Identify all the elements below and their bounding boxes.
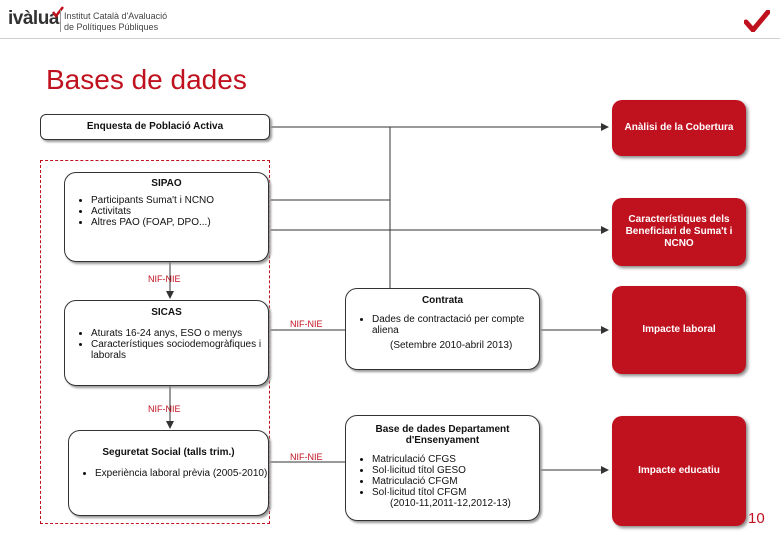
link-label-nif: NIF-NIE xyxy=(148,404,181,414)
ensenyament-period: (2010-11,2011-12,2012-13) xyxy=(390,498,511,509)
list-item: • Altres PAO (FOAP, DPO...) xyxy=(91,217,268,228)
output-caracteristiques: Característiques dels Beneficiari de Suma't i NCNO xyxy=(612,198,746,266)
sicas-title: SICAS xyxy=(151,307,182,318)
list-item: • Aturats 16-24 anys, ESO o menys xyxy=(91,328,268,339)
list-item: • Dades de contractació per compte aliena xyxy=(372,314,539,336)
list-item: • Característiques sociodemogràfiques i laborals xyxy=(91,339,268,361)
sipao-box xyxy=(64,172,269,262)
ensenyament-list xyxy=(346,454,539,498)
list-item: • Matriculació CFGS xyxy=(372,454,539,465)
list-item: • Activitats xyxy=(91,206,268,217)
contrata-period: (Setembre 2010-abril 2013) xyxy=(390,340,513,351)
seguretat-title: Seguretat Social (talls trim.) xyxy=(102,447,235,458)
sicas-box xyxy=(64,300,269,386)
list-item: • Matriculació CFGM xyxy=(372,476,539,487)
ensenyament-title: Base de dades Departament d'Ensenyament xyxy=(375,424,510,446)
epa-box xyxy=(40,114,270,140)
link-label-nif: NIF-NIE xyxy=(290,319,323,329)
sicas-list xyxy=(65,328,268,361)
link-label-nif: NIF-NIE xyxy=(290,452,323,462)
page-number: 10 xyxy=(748,510,765,527)
contrata-list xyxy=(346,314,539,336)
institute-line-1: Institut Català d'Avaluació xyxy=(64,11,168,21)
list-item: • Sol·licitud títol GESO xyxy=(372,465,539,476)
output-impacte-laboral: Impacte laboral xyxy=(612,286,746,374)
epa-title: Enquesta de Població Activa xyxy=(86,121,224,132)
sipao-title: SIPAO xyxy=(151,178,182,189)
seguretat-list xyxy=(69,468,268,479)
output-impacte-educatiu: Impacte educatiu xyxy=(612,416,746,526)
link-label-nif: NIF-NIE xyxy=(148,274,181,284)
brand-logo: ivàlua xyxy=(8,8,59,29)
sipao-list xyxy=(65,195,268,228)
list-item: • Experiència laboral prèvia (2005-2010) xyxy=(95,468,268,479)
seguretat-box xyxy=(68,430,269,516)
institute-line-2: de Polítiques Públiques xyxy=(64,22,159,32)
contrata-box xyxy=(345,288,540,370)
page-title: Bases de dades xyxy=(46,64,247,95)
contrata-title: Contrata xyxy=(421,295,464,306)
list-item: • Sol·licitud títol CFGM xyxy=(372,487,539,498)
ensenyament-box xyxy=(345,415,540,521)
list-item: • Participants Suma't i NCNO xyxy=(91,195,268,206)
output-cobertura: Anàlisi de la Cobertura xyxy=(612,100,746,156)
